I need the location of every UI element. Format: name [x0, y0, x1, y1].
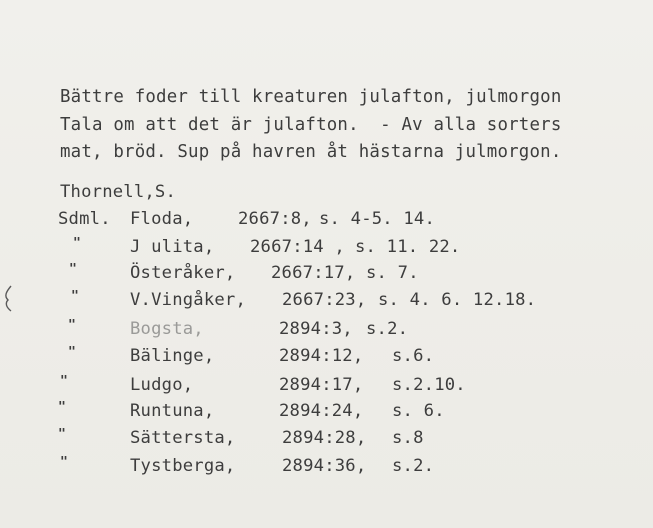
ditto-mark: " [71, 289, 79, 304]
record-ref: 2667:8, [238, 209, 312, 229]
paragraph-line-2: Tala om att det är julafton. - Av alla sorters [60, 115, 562, 135]
record-place: Sättersta, [130, 428, 236, 448]
ditto-mark: " [60, 374, 68, 389]
ditto-mark: " [60, 455, 68, 470]
record-place: J ulita, [130, 237, 215, 257]
paragraph-line-3: mat, bröd. Sup på havren åt hästarna julmorgon. [60, 142, 562, 162]
paragraph-line-1: Bättre foder till kreaturen julafton, julmorgon [60, 87, 562, 107]
record-pages: s.2. [392, 456, 435, 476]
record-place: Tystberga, [130, 456, 236, 476]
informant-name: Thornell,S. [60, 182, 177, 202]
record-place: Bogsta, [130, 319, 204, 339]
record-ref: 2894:28, [282, 428, 367, 448]
record-ref: 2894:24, [279, 401, 364, 421]
ditto-mark: " [68, 345, 76, 360]
record-ref: 2667:17, [271, 263, 356, 283]
ditto-mark: " [58, 427, 66, 442]
record-pages: s.6. [392, 346, 435, 366]
record-pages: s.2. [366, 319, 409, 339]
record-ref: 2894:17, [279, 375, 364, 395]
ditto-mark: " [69, 262, 77, 277]
record-pages: s. 4. 6. 12.18. [378, 290, 537, 310]
record-pages: s. 6. [392, 401, 445, 421]
record-place: Ludgo, [130, 375, 194, 395]
record-pages: s. 4-5. 14. [319, 209, 436, 229]
ditto-mark: " [58, 400, 66, 415]
record-pages: s.8 [392, 428, 424, 448]
record-ref: 2667:23, [282, 290, 367, 310]
record-ref: 2894:12, [279, 346, 364, 366]
margin-bracket-mark [2, 284, 14, 312]
record-pages: s. 7. [366, 263, 419, 283]
ditto-mark: " [73, 236, 81, 251]
record-ref: 2667:14 , [250, 237, 345, 257]
record-place: Floda, [130, 209, 194, 229]
record-place: Runtuna, [130, 401, 215, 421]
record-place: V.Vingåker, [130, 290, 247, 310]
region-label: Sdml. [58, 209, 111, 229]
record-pages: s. 11. 22. [355, 237, 461, 257]
record-pages: s.2.10. [392, 375, 466, 395]
record-ref: 2894:3, [279, 319, 353, 339]
record-place: Bälinge, [130, 346, 215, 366]
record-ref: 2894:36, [282, 456, 367, 476]
ditto-mark: " [68, 318, 76, 333]
record-place: Österåker, [130, 263, 236, 283]
